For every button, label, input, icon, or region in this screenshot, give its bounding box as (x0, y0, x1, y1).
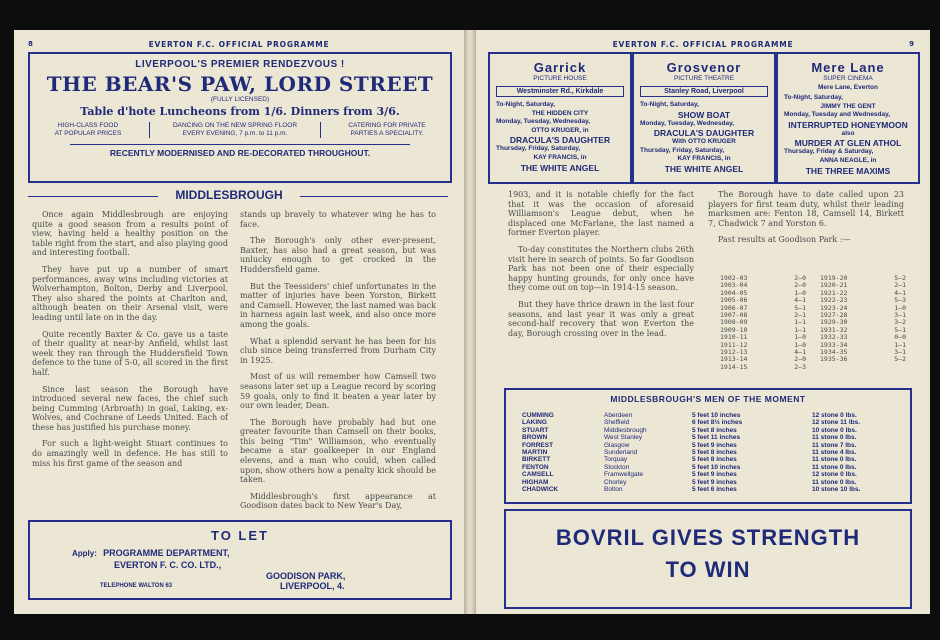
article-column-1: Once again Middlesbrough are enjoying quite a good season from a results point of view, having held a healthy position on the table right from the start, and also playing good and interesting football. They have put up a number of smart performances, away wins including victories at Wolverhampton, Bolton, Derby and Liverpool. They also shared the points at Charlton and, although beaten on their Arsenal visit, were leading until late on in the day. Quite recently Baxter & Co. gave us a taste of their quality at near-by Anfield, whilst last week they ran through the Huddersfield Town defence to the tune of 5-0, all scored in the first half. Since last season the Borough have introduced several new faces, the chief such being Cumming (Arbroath) in goal, Laking, ex-Wolves, and Cochrane of Leeds United. Each of these has justified his purchase money. For such a light-weight Stuart continues to do amazingly well in defence. He has still to miss his first game of the season and (32, 210, 228, 468)
player-weight: 12 stone 0 lbs. (812, 412, 857, 419)
article-continued-column-2: The Borough have to date called upon 23 players for first team duty, whilst their leading marksmen are: Fenton 18, Camsell 14, Birkett 7, Chadwick 7 and Yorston 6. Past results at Goodison Park :— (708, 190, 904, 245)
results-row (820, 356, 906, 363)
results-season: 1929-30 (820, 318, 848, 327)
grosvenor-advert: Grosvenor PICTURE THEATRE Stanley Road, Liverpool To-Night, Saturday, SHOW BOAT Monday, Tuesday, Wednesday, DRACULA'S DAUGHTER With OTTO KRUGER Thursday, Friday, Saturday, KAY FRANCIS, in THE WHITE ANGEL (632, 52, 776, 184)
player-height: 5 feet 10 inches (692, 463, 741, 471)
results-score: 4—1 (894, 288, 906, 297)
page-header: EVERTON F.C. OFFICIAL PROGRAMME (612, 40, 794, 49)
results-score: 5—2 (894, 355, 906, 364)
results-season: 1913-14 (720, 355, 748, 364)
results-season: 1921-22 (820, 288, 848, 297)
to-let-advert (28, 520, 452, 600)
results-season: 1927-28 (820, 311, 848, 320)
player-name: CUMMING (522, 412, 554, 419)
player-name: FORREST (522, 441, 554, 449)
advert-col3: CATERING FOR PRIVATE PARTIES A SPECIALITY. (348, 122, 426, 137)
bovril-advert (504, 509, 912, 609)
page-header: EVERTON F.C. OFFICIAL PROGRAMME (148, 40, 330, 49)
advert-footer: RECENTLY MODERNISED AND RE-DECORATED THROUGHOUT. (70, 144, 410, 158)
player-name: BROWN (522, 434, 548, 442)
player-name: HIGHAM (522, 478, 549, 486)
results-season: 1931-32 (820, 325, 848, 334)
results-score: 1—1 (894, 340, 906, 349)
results-season: 1902-03 (720, 274, 748, 282)
results-season: 1932-33 (820, 333, 848, 342)
results-score: 5—1 (794, 303, 806, 312)
player-birthplace: Glasgow (604, 441, 630, 449)
cinema-type: PICTURE HOUSE (533, 75, 587, 82)
results-season: 1933-34 (820, 340, 848, 349)
results-score: 5—1 (894, 325, 906, 334)
player-weight: 10 stone 0 lbs. (812, 426, 857, 434)
player-birthplace: West Stanley (604, 434, 643, 442)
book-spine (464, 30, 476, 614)
right-page (476, 30, 930, 614)
cinema-address: Westminster Rd., Kirkdale (496, 86, 624, 97)
results-season: 1920-21 (820, 281, 848, 290)
player-name: LAKING (522, 419, 547, 427)
player-birthplace: Sheffield (604, 419, 630, 427)
article-column-2: stands up bravely to whatever wing he has to face. The Borough's only other ever-present, Baxter, has also had a great season, but was unlucky enough to get crocked in the Huddersfield game. But the Teessiders' chief unfortunates in the matter of injuries have been Yorston, Birkett and Camsell. However, the last named was back in harness again last week, and also once more among the goals. What a splendid servant he has been for his club since being transferred from Durham City in 1925. Most of us will remember how Camsell two seasons later set up a League record by scoring 59 goals, only to find it beaten a year later by our own leader, Dean. The Borough have probably had but one greater favourite than Camsell on their books, this being "Tim" Williamson, who eventually became a star goalkeeper in our England elevens, and a man who could, when called upon, show others how a penalty kick should be taken. Middlesbrough's first appearance at Goodison dates back to New Year's Day, (240, 210, 436, 511)
results-score: 5—3 (894, 296, 906, 305)
garrick-advert: Garrick PICTURE HOUSE Westminster Rd., Kirkdale To-Night, Saturday, THE HIDDEN CITY Monday, Tuesday, Wednesday, OTTO KRUGER, in DRACULA'S DAUGHTER Thursday, Friday, Saturday, KAY FRANCIS, in THE WHITE ANGEL (488, 52, 632, 184)
player-height: 5 feet 8 inches (692, 426, 737, 434)
player-birthplace: Chorley (604, 478, 627, 486)
article-continued-column-1: 1903, and it is notable chiefly for the fact that it was the occasion of aforesaid Williamson's League debut, when he displaced one McFarlane, the last named a former Everton player. To-day constitutes the Northern clubs 26th visit here in search of points. So far Goodison Park has not been one of their especially happy hunting grounds, for only once have they come out on top—in 1914-15 season. But they have thrice drawn in the last four seasons, and last year it was only a great second-half recovery that won Everton the day, Borough crossing over in the lead. (508, 190, 694, 338)
divider (300, 196, 448, 197)
results-season: 1922-23 (820, 296, 848, 305)
results-score: 1—0 (794, 333, 806, 342)
results-season: 1914-15 (720, 362, 748, 371)
results-score: 1—0 (894, 303, 906, 312)
results-table-left (720, 275, 806, 371)
to-let-apply: Apply: (72, 549, 97, 558)
results-score: 5—2 (894, 274, 906, 282)
men-of-the-moment-table (504, 388, 912, 504)
results-season: 1912-13 (720, 348, 748, 357)
cinema-name: Mere Lane (811, 60, 885, 75)
results-score: 1—1 (794, 325, 806, 334)
results-season: 1919-20 (820, 274, 848, 282)
results-season: 1923-24 (820, 303, 848, 312)
results-season: 1904-05 (720, 288, 748, 297)
results-season: 1903-04 (720, 281, 748, 290)
results-score: 3—1 (894, 348, 906, 357)
page-number: 9 (909, 40, 914, 48)
player-name: MARTIN (522, 449, 548, 456)
results-score: 0—0 (894, 333, 906, 342)
player-birthplace: Stockton (604, 463, 630, 471)
results-season: 1910-11 (720, 333, 748, 342)
results-season: 1908-09 (720, 318, 748, 327)
player-weight: 11 stone 0 lbs. (812, 434, 857, 442)
results-score: 3—1 (894, 311, 906, 320)
results-season: 1906-07 (720, 303, 748, 312)
results-score: 1—1 (794, 318, 806, 327)
cinema-name: Grosvenor (666, 60, 742, 75)
player-height: 5 feet 9 inches (692, 441, 737, 449)
results-row (720, 364, 806, 371)
cinema-type: PICTURE THEATRE (673, 75, 735, 82)
cinema-type: SUPER CINEMA (823, 75, 873, 82)
results-score: 2—0 (794, 281, 806, 290)
player-birthplace: Framwellgate (604, 471, 644, 479)
player-height: 5 feet 10 inches (692, 412, 741, 419)
player-height: 5 feet 9 inches (692, 471, 737, 479)
left-page (14, 30, 464, 614)
player-weight: 11 stone 4 lbs. (812, 449, 857, 456)
to-let-park: GOODISON PARK, (266, 571, 346, 581)
player-height: 6 feet 8½ inches (692, 419, 743, 427)
player-height: 5 feet 6 inches (692, 486, 737, 493)
player-weight: 11 stone 0 lbs. (812, 456, 857, 464)
player-birthplace: Aberdeen (604, 412, 633, 419)
bovril-line-2: TO WIN (665, 557, 751, 582)
bovril-line-1: BOVRIL GIVES STRENGTH (555, 525, 861, 550)
results-score: 2—1 (794, 311, 806, 320)
cinema-address: Stanley Road, Liverpool (640, 86, 768, 97)
results-score: 2—0 (794, 355, 806, 364)
results-season: 1909-10 (720, 325, 748, 334)
results-season: 1935-36 (820, 355, 848, 364)
to-let-company: EVERTON F. C. CO. LTD., (114, 560, 222, 570)
player-weight: 12 stone 11 lbs. (812, 419, 861, 427)
results-score: 4—1 (794, 296, 806, 305)
advert-col1: HIGH-CLASS FOOD AT POPULAR PRICES (54, 122, 122, 137)
advert-tagline: LIVERPOOL'S PREMIER RENDEZVOUS ! (135, 59, 345, 70)
cinema-address: Mere Lane, Everton (818, 84, 878, 91)
player-height: 5 feet 11 inches (692, 434, 741, 442)
to-let-phone: TELEPHONE WALTON 63 (100, 583, 173, 589)
divider (28, 196, 158, 197)
player-weight: 11 stone 0 lbs. (812, 463, 857, 471)
player-height: 5 feet 9 inches (692, 478, 737, 486)
bears-paw-advert (28, 52, 452, 183)
cinema-name: Garrick (533, 60, 587, 75)
player-weight: 12 stone 0 lbs. (812, 471, 857, 479)
to-let-dept: PROGRAMME DEPARTMENT, (103, 548, 230, 558)
results-season: 1911-12 (720, 340, 748, 349)
advert-licensed: (FULLY LICENSED) (210, 96, 270, 103)
to-let-title: TO LET (211, 528, 269, 543)
player-birthplace: Middlesbrough (604, 426, 647, 434)
advert-prices: Table d'hote Luncheons from 1/6. Dinners from 3/6. (80, 105, 400, 118)
results-score: 3—2 (894, 318, 906, 327)
advert-name: THE BEAR'S PAW, LORD STREET (46, 72, 434, 96)
player-birthplace: Sunderland (604, 449, 638, 456)
to-let-city: LIVERPOOL, 4. (280, 581, 345, 591)
article-title: MIDDLESBROUGH (175, 188, 283, 202)
player-weight: 11 stone 0 lbs. (812, 478, 857, 486)
results-season: 1934-35 (820, 348, 848, 357)
results-title: Past results at Goodison Park :— (718, 235, 851, 245)
men-table-title: MIDDLESBROUGH'S MEN OF THE MOMENT (610, 394, 806, 404)
page-number: 8 (28, 40, 33, 48)
player-height: 5 feet 8 inches (692, 456, 737, 464)
player-name: STUART (522, 426, 549, 434)
player-name: BIRKETT (522, 456, 551, 464)
player-height: 5 feet 8 inches (692, 449, 737, 456)
results-score: 2—1 (894, 281, 906, 290)
results-score: 4—1 (794, 348, 806, 357)
results-season: 1907-08 (720, 311, 748, 320)
results-score: 2—0 (794, 274, 806, 282)
results-score: 1—0 (794, 340, 806, 349)
results-season: 1905-06 (720, 296, 748, 305)
player-weight: 10 stone 10 lbs. (812, 486, 861, 493)
player-birthplace: Torquay (604, 456, 628, 464)
player-weight: 11 stone 7 lbs. (812, 441, 857, 449)
mere-lane-advert: Mere Lane SUPER CINEMA Mere Lane, Everton To-Night, Saturday, JIMMY THE GENT Monday, Tuesday and Wednesday, INTERRUPTED HONEYMOON also MURDER AT GLEN ATHOL Thursday, Friday & Saturday, ANNA NEAGLE, in THE THREE MAXIMS (776, 52, 920, 184)
results-table-right (820, 275, 906, 364)
player-name: FENTON (522, 463, 549, 471)
player-name: CHADWICK (522, 486, 559, 493)
player-name: CAMSELL (522, 471, 554, 479)
results-score: 1—0 (794, 288, 806, 297)
advert-col2: DANCING ON THE NEW SPRING FLOOR EVERY EVENING, 7 p.m. to 11 p.m. (149, 122, 321, 138)
player-birthplace: Bolton (604, 486, 623, 493)
results-score: 2—3 (794, 362, 806, 371)
